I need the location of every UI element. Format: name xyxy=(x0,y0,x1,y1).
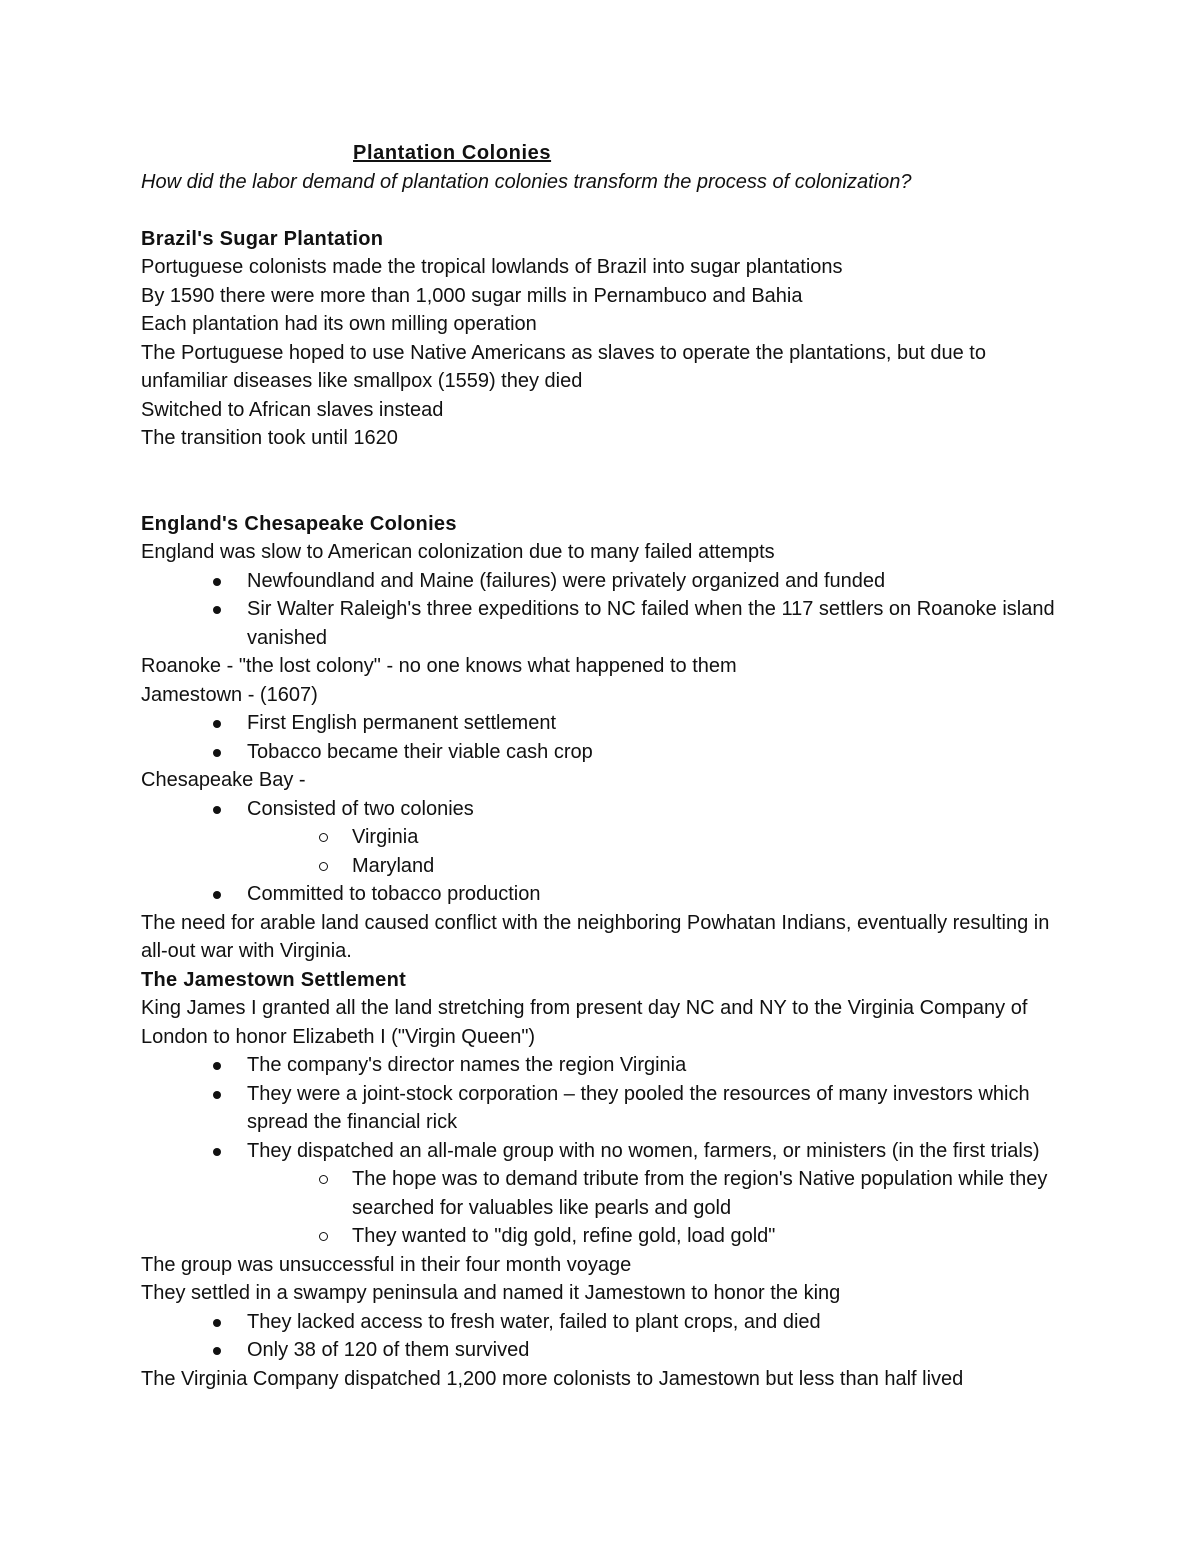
text-line: The group was unsuccessful in their four month voyage xyxy=(141,1253,632,1276)
list-item xyxy=(141,1336,1071,1365)
bullet-list xyxy=(141,709,1071,766)
list-item xyxy=(141,567,1071,596)
text-line: England was slow to American colonization due to many failed attempts xyxy=(141,541,775,563)
text-line: Jamestown - (1607) xyxy=(141,683,318,706)
list-item xyxy=(141,1308,1071,1337)
guiding-question: How did the labor demand of plantation colonies transform the process of colonization? xyxy=(141,171,912,193)
list-item xyxy=(141,795,1071,824)
section-heading-brazil: Brazil's Sugar Plantation xyxy=(141,227,384,250)
list-item xyxy=(141,595,1071,652)
list-item-text: They dispatched an all-male group with no women, farmers, or ministers (in the first trials) xyxy=(247,1139,1040,1162)
spacer xyxy=(141,481,1071,510)
bullet-icon xyxy=(213,891,221,899)
list-item xyxy=(141,709,1071,738)
text-line: They settled in a swampy peninsula and named it Jamestown to honor the king xyxy=(141,1282,841,1304)
bullet-icon xyxy=(213,1062,221,1070)
text-line: Each plantation had its own milling operation xyxy=(141,313,537,335)
bullet-icon xyxy=(213,1091,221,1099)
section-heading-chesapeake: England's Chesapeake Colonies xyxy=(141,512,457,535)
list-item-text: They were a joint-stock corporation – they pooled the resources of many investors which spread the financial rick xyxy=(247,1082,1030,1133)
text-line: The transition took until 1620 xyxy=(141,427,398,449)
bullet-list xyxy=(141,567,1071,653)
list-item xyxy=(141,738,1071,767)
text-line: The Virginia Company dispatched 1,200 more colonists to Jamestown but less than half lived xyxy=(141,1367,964,1390)
sub-list-item-text: Virginia xyxy=(352,826,419,848)
text-line: By 1590 there were more than 1,000 sugar mills in Pernambuco and Bahia xyxy=(141,284,803,307)
list-item xyxy=(141,1080,1071,1137)
bullet-icon xyxy=(213,749,221,757)
page-title: Plantation Colonies xyxy=(353,142,552,164)
sub-bullet-list xyxy=(141,823,1071,880)
list-item-text: Consisted of two colonies xyxy=(247,797,474,820)
sub-list-item-text: Maryland xyxy=(352,854,435,877)
list-item-text: Only 38 of 120 of them survived xyxy=(247,1339,530,1361)
list-item-text: First English permanent settlement xyxy=(247,712,557,734)
text-line: The need for arable land caused conflict with the neighboring Powhatan Indians, eventually resulting in all-out war with Virginia. xyxy=(141,911,1050,962)
bullet-icon xyxy=(213,578,221,586)
hollow-bullet-icon xyxy=(319,862,328,871)
sub-list-item-text: The hope was to demand tribute from the region's Native population while they searched for valuables like pearls and gold xyxy=(352,1168,1048,1219)
bullet-icon xyxy=(213,606,221,614)
list-item xyxy=(141,1051,1071,1080)
hollow-bullet-icon xyxy=(319,833,328,842)
list-item-text: Tobacco became their viable cash crop xyxy=(247,740,593,763)
bullet-list xyxy=(141,1308,1071,1365)
bullet-list xyxy=(141,1051,1071,1165)
bullet-icon xyxy=(213,806,221,814)
list-item-text: The company's director names the region Virginia xyxy=(247,1054,687,1076)
bullet-icon xyxy=(213,1347,221,1355)
list-item-text: Committed to tobacco production xyxy=(247,883,541,905)
text-line: Chesapeake Bay - xyxy=(141,769,306,791)
list-item-text: Newfoundland and Maine (failures) were privately organized and funded xyxy=(247,569,886,592)
text-line: The Portuguese hoped to use Native Americans as slaves to operate the plantations, but due to unfamiliar diseases like smallpox (1559) they died xyxy=(141,341,986,392)
sub-list-item xyxy=(141,823,1071,852)
bullet-icon xyxy=(213,720,221,728)
sub-list-item xyxy=(141,852,1071,881)
sub-list-item xyxy=(141,1222,1071,1251)
sub-list-item xyxy=(141,1165,1071,1222)
list-item xyxy=(141,1137,1071,1166)
list-item-text: They lacked access to fresh water, failed to plant crops, and died xyxy=(247,1310,821,1333)
spacer xyxy=(141,453,1071,482)
text-line: Roanoke - "the lost colony" - no one knows what happened to them xyxy=(141,655,737,677)
hollow-bullet-icon xyxy=(319,1175,328,1184)
bullet-icon xyxy=(213,1319,221,1327)
sub-bullet-list xyxy=(141,1165,1071,1251)
text-line: Portuguese colonists made the tropical lowlands of Brazil into sugar plantations xyxy=(141,256,843,278)
text-line: King James I granted all the land stretching from present day NC and NY to the Virginia Company of London to honor Elizabeth I ("Virgin Queen") xyxy=(141,997,1028,1048)
text-line: Switched to African slaves instead xyxy=(141,398,444,421)
bullet-list xyxy=(141,795,1071,824)
list-item-text: Sir Walter Raleigh's three expeditions to NC failed when the 117 settlers on Roanoke island vanished xyxy=(247,598,1055,649)
sub-list-item-text: They wanted to "dig gold, refine gold, load gold" xyxy=(352,1225,776,1247)
list-item xyxy=(141,880,1071,909)
bullet-list xyxy=(141,880,1071,909)
bullet-icon xyxy=(213,1148,221,1156)
section-heading-jamestown: The Jamestown Settlement xyxy=(141,968,407,991)
document-body xyxy=(141,139,1071,1393)
hollow-bullet-icon xyxy=(319,1232,328,1241)
